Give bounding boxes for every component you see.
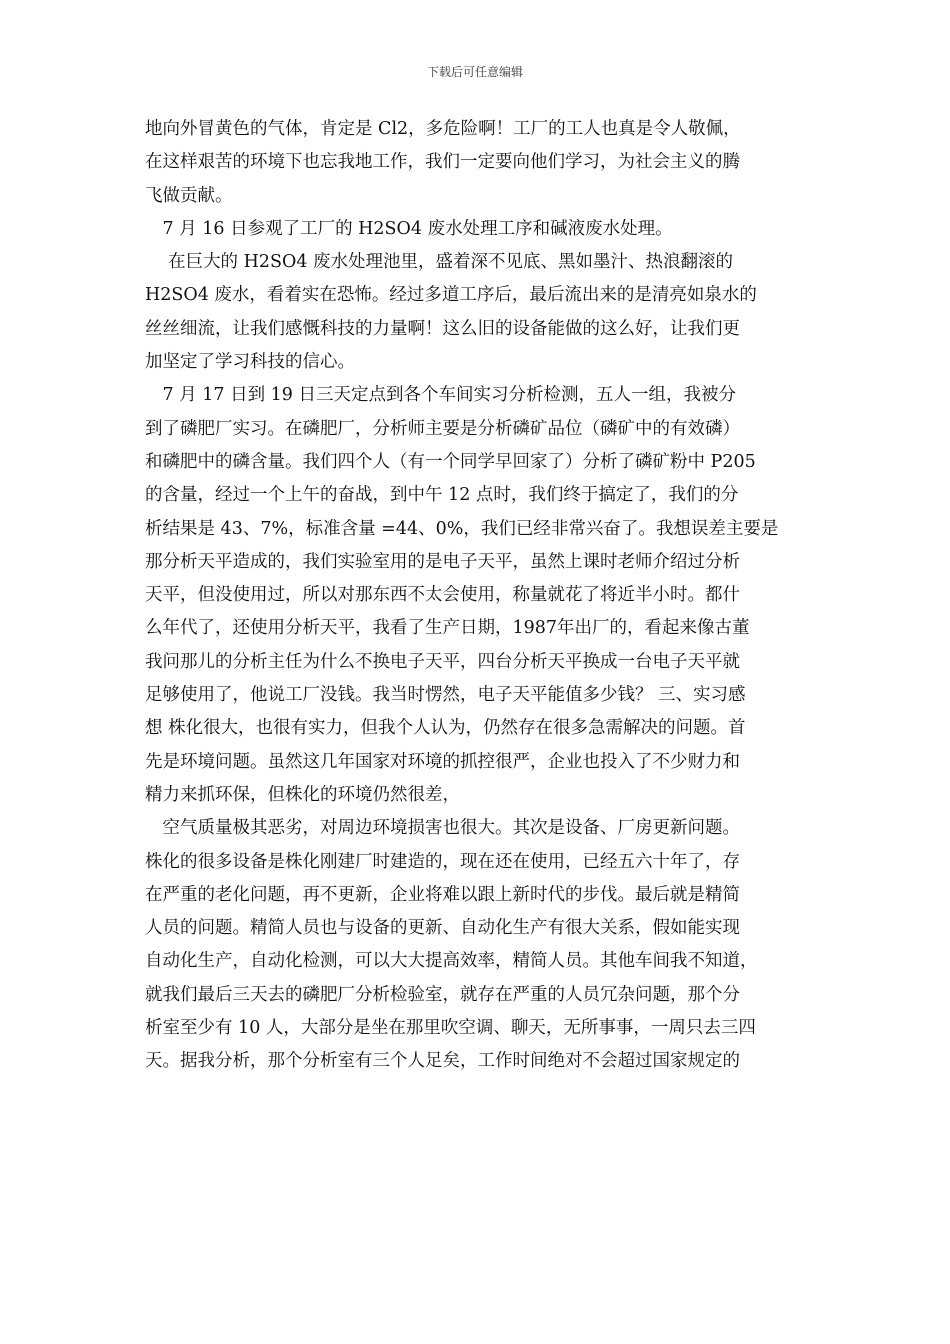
text-line: H2SO4 废水，看着实在恐怖。经过多道工序后，最后流出来的是清亮如泉水的	[145, 285, 757, 306]
text-line: 人员的问题。精简人员也与设备的更新、自动化生产有很大关系，假如能实现	[145, 918, 740, 939]
text-line: 空气质量极其恶劣，对周边环境损害也很大。其次是设备、厂房更新问题。	[145, 818, 740, 839]
text-line: 析室至少有 10 人，大部分是坐在那里吹空调、聊天，无所事事，一周只去三四	[145, 1018, 756, 1039]
text-line: 那分析天平造成的，我们实验室用的是电子天平，虽然上课时老师介绍过分析	[145, 551, 740, 572]
text-line: 地向外冒黄色的气体，肯定是 Cl2，多危险啊！工厂的工人也真是令人敬佩，	[145, 119, 741, 139]
text-line: 丝丝细流，让我们感慨科技的力量啊！这么旧的设备能做的这么好，让我们更	[145, 318, 740, 339]
page-header-note: 下载后可任意编辑	[426, 65, 523, 79]
text-line: 精力来抓环保，但株化的环境仍然很差，	[145, 784, 460, 805]
text-line: 在巨大的 H2SO4 废水处理池里，盛着深不见底、黑如墨汁、热浪翻滚的	[145, 252, 734, 273]
text-line: 就我们最后三天去的磷肥厂分析检验室，就存在严重的人员冗杂问题，那个分	[145, 984, 740, 1005]
text-line: 加坚定了学习科技的信心。	[145, 352, 355, 373]
text-line: 的含量，经过一个上午的奋战，到中午 12 点时，我们终于搞定了，我们的分	[145, 485, 739, 506]
text-line: 株化的很多设备是株化刚建厂时建造的，现在还在使用，已经五六十年了，存	[145, 851, 740, 872]
text-line: 在严重的老化问题，再不更新，企业将难以跟上新时代的步伐。最后就是精简	[145, 884, 740, 905]
text-line: 在这样艰苦的环境下也忘我地工作，我们一定要向他们学习，为社会主义的腾	[145, 152, 740, 173]
text-line: 么年代了，还使用分析天平，我看了生产日期，1987年出厂的，看起来像古董	[145, 618, 750, 639]
text-line: 到了磷肥厂实习。在磷肥厂，分析师主要是分析磷矿品位（磷矿中的有效磷）	[145, 418, 740, 439]
document-body	[145, 113, 810, 1079]
text-line: 天。据我分析，那个分析室有三个人足矣，工作时间绝对不会超过国家规定的	[145, 1051, 740, 1072]
text-line: 想 株化很大，也很有实力，但我个人认为，仍然存在很多急需解决的问题。首	[145, 718, 746, 739]
text-line: 7 月 17 日到 19 日三天定点到各个车间实习分析检测，五人一组，我被分	[145, 385, 736, 406]
text-line: 析结果是 43、7%，标准含量 =44、0%，我们已经非常兴奋了。我想误差主要是	[145, 518, 779, 539]
text-line: 先是环境问题。虽然这几年国家对环境的抓控很严，企业也投入了不少财力和	[145, 751, 740, 772]
text-line: 我问那儿的分析主任为什么不换电子天平，四台分析天平换成一台电子天平就	[145, 651, 740, 672]
text-line: 足够使用了，他说工厂没钱。我当时愣然，电子天平能值多少钱？ 三、实习感	[145, 685, 746, 706]
text-line: 7 月 16 日参观了工厂的 H2SO4 废水处理工序和碱液废水处理。	[145, 218, 673, 239]
text-line: 和磷肥中的磷含量。我们四个人（有一个同学早回家了）分析了磷矿粉中 P205	[145, 451, 756, 472]
text-line: 飞做贡献。	[145, 185, 233, 206]
text-line: 自动化生产，自动化检测，可以大大提高效率，精简人员。其他车间我不知道，	[145, 951, 758, 972]
text-line: 天平，但没使用过，所以对那东西不太会使用，称量就花了将近半小时。都什	[145, 585, 740, 606]
